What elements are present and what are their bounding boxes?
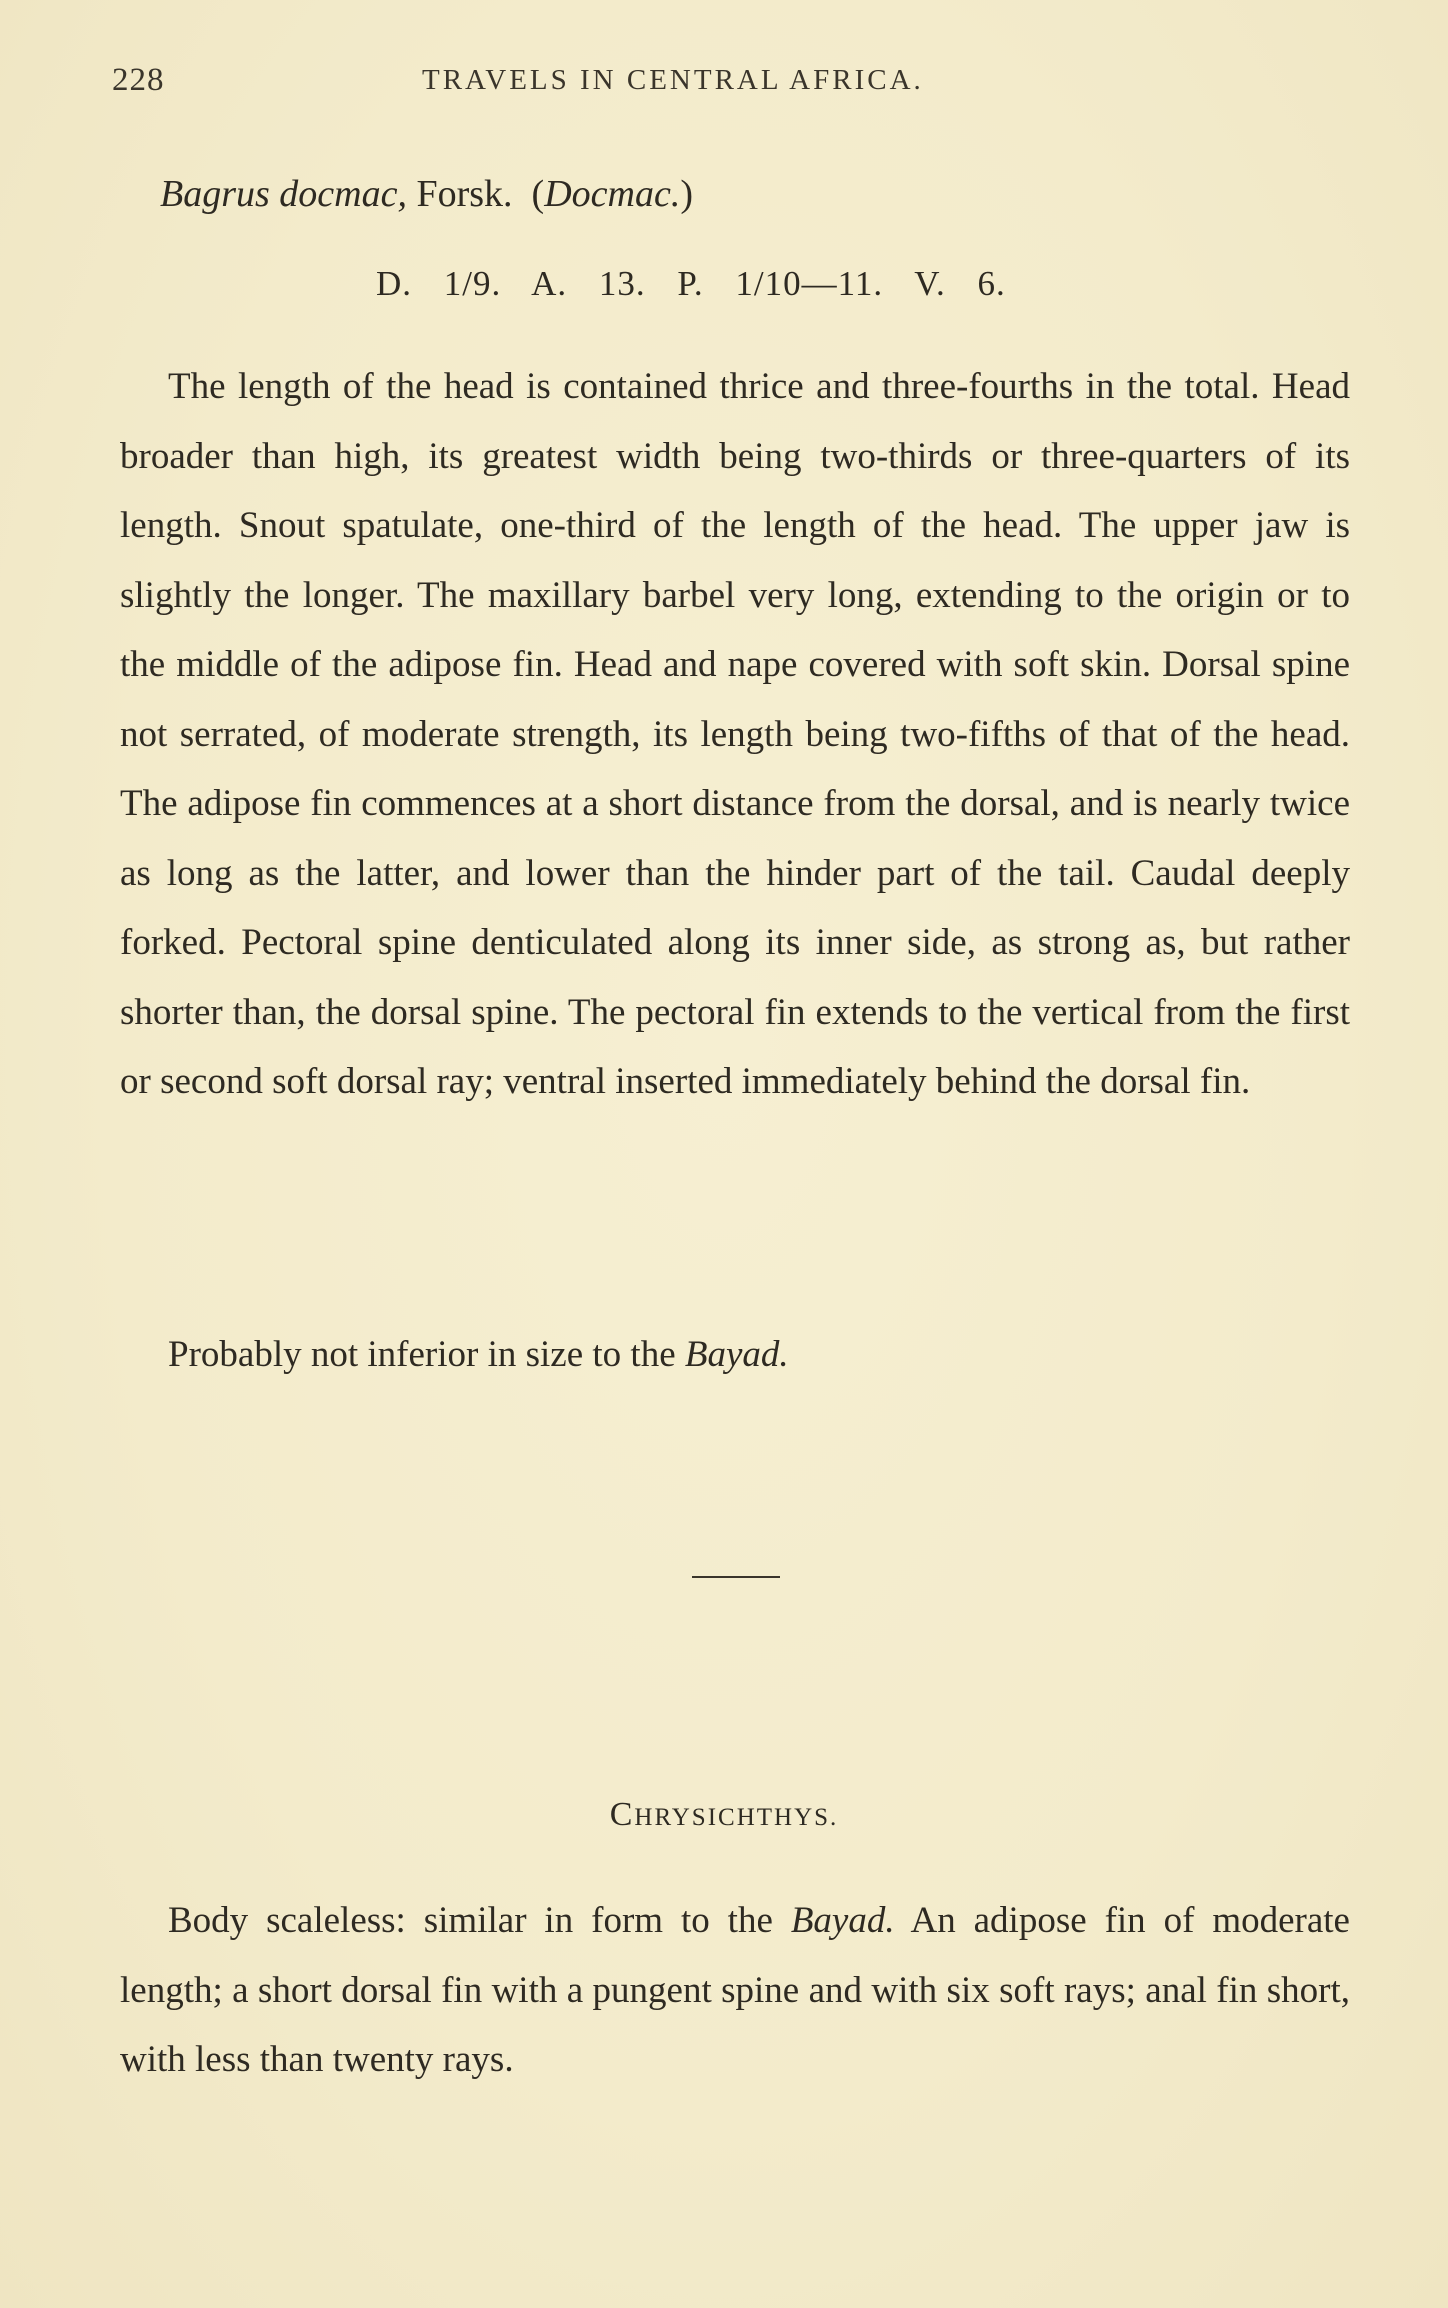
species-author: Forsk.: [416, 173, 513, 215]
genus-desc-part2: An adipose fin of moderate length; a short dorsal fin with a pungent spine and with six soft rays; anal fin short, with less than twenty rays.: [120, 1900, 1350, 2080]
size-note-ref: Bayad.: [684, 1334, 789, 1375]
species-description: [120, 352, 1350, 1117]
running-title: TRAVELS IN CENTRAL AFRICA.: [422, 64, 924, 96]
section-divider: [692, 1576, 780, 1578]
size-note: [120, 1320, 1350, 1390]
size-note-paragraph: [120, 1320, 1350, 1390]
description-paragraph: The length of the head is contained thrice and three-fourths in the total. Head broader than high, its greatest width being two-thirds or three-quarters of its length. Snout spatulate, one-third of the length of the head. The upper jaw is slightly the longer. The maxillary barbel very long, extending to the origin or to the middle of the adipose fin. Head and nape covered with soft skin. Dorsal spine not serrated, of moderate strength, its length being two-fifths of that of the head. The adipose fin commences at a short distance from the dorsal, and is nearly twice as long as the latter, and lower than the hinder part of the tail. Caudal deeply forked. Pectoral spine denticulated along its inner side, as strong as, but rather shorter than, the dorsal spine. The pectoral fin extends to the vertical from the first or second soft dorsal ray; ventral inserted immediately behind the dorsal fin.: [120, 366, 1350, 1102]
page-number: 228: [112, 62, 165, 98]
common-name-open: (: [531, 173, 545, 215]
fin-formula: D. 1/9. A. 13. P. 1/10—11. V. 6.: [376, 264, 1006, 303]
species-name: Bagrus docmac,: [160, 173, 407, 215]
common-name-close: ): [680, 173, 693, 215]
size-note-text: Probably not inferior in size to the: [168, 1334, 685, 1375]
species-heading: [160, 172, 693, 216]
genus-heading: [0, 1796, 1448, 1834]
genus-desc-part1: Body scaleless: similar in form to the: [168, 1900, 791, 1941]
genus-description-paragraph: [120, 1886, 1350, 2095]
common-name: Docmac.: [544, 173, 681, 215]
genus-description: [120, 1886, 1350, 2095]
genus-heading-initial: C: [609, 1796, 635, 1833]
running-head: [112, 62, 1352, 102]
genus-heading-rest: HRYSICHTHYS.: [634, 1804, 839, 1831]
genus-desc-ref: Bayad.: [790, 1900, 895, 1941]
